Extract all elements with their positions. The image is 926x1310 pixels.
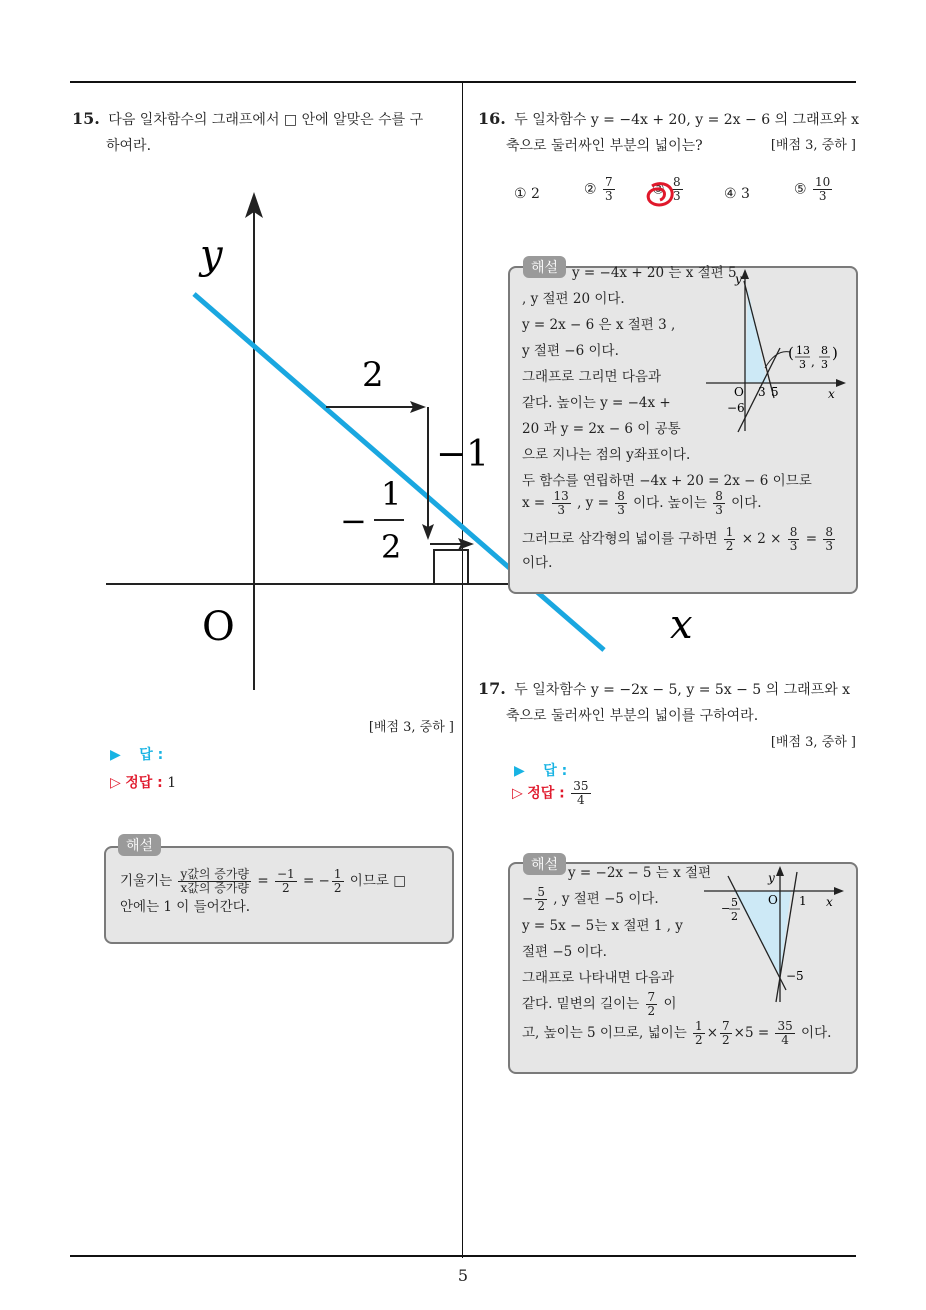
q15-origin-label: O <box>202 604 235 650</box>
correct-marker-icon: ▷ <box>512 785 523 802</box>
svg-text:3: 3 <box>821 358 828 371</box>
q17-text-line2: 축으로 둘러싸인 부분의 넓이를 구하여라. <box>506 708 759 724</box>
q17-solution-line7: 고, 높이는 5 이므로, 넓이는 $\frac{1}{2}$ × $\frac{7}{2}$ ×5 = $\frac{35}{4}$ 이다. <box>522 1019 832 1047</box>
q16-grade: [배점 3, 중하 ] <box>770 138 856 153</box>
q17-correct-row: ▷ 정답 : $\frac{35}{4}$ <box>512 779 589 807</box>
svg-text:−6: −6 <box>727 401 745 415</box>
q17-answer-label: 답 : <box>543 763 568 779</box>
q16-solution-line12: 이다. <box>522 555 553 571</box>
q16-choice-3[interactable]: ③ $\frac{8}{3}$ <box>652 175 681 203</box>
q15-text-line1: 다음 일차함수의 그래프에서 □ 안에 알맞은 수를 구 <box>108 112 424 128</box>
q15-correct-label: 정답 : <box>125 775 163 791</box>
q17-mini-graph <box>700 862 850 1012</box>
q15-correct-row <box>110 772 176 792</box>
q16-choice-4[interactable]: ④ 3 <box>724 186 750 202</box>
q15-answer-row <box>110 744 163 764</box>
q15-solution-text: 기울기는 $\frac{\text{y값의 증가량}}{\text{x값의 증가량}}$ = $\frac{-1}{2}$ = − $\frac{1}{2}$ 이므로 □ 안에는 1 이 들어간다. <box>120 867 406 915</box>
correct-marker-icon: ▷ <box>110 775 121 791</box>
svg-text:5: 5 <box>731 896 738 909</box>
q16-solution-line11: 그러므로 삼각형의 넓이를 구하면 $\frac{1}{2}$ × 2 × $\frac{8}{3}$ = $\frac{8}{3}$ <box>522 525 833 553</box>
q16-text-line1: 두 일차함수 y = −4x + 20, y = 2x − 6 의 그래프와 x <box>514 112 859 128</box>
q16-selected-circle-icon <box>644 180 678 210</box>
q16-choice-1[interactable]: ① 2 <box>514 186 540 202</box>
q16-number: 16. <box>478 109 506 128</box>
q17-correct-label: 정답 : <box>527 785 565 802</box>
q16-mini-graph <box>700 266 850 436</box>
svg-text:(: ( <box>788 344 794 362</box>
q15-half-den: 2 <box>381 528 402 566</box>
q15-y-label: y <box>200 232 223 278</box>
q17-grade: [배점 3, 중하 ] <box>770 735 856 750</box>
svg-text:x: x <box>826 895 833 909</box>
svg-text:O: O <box>768 893 778 907</box>
q15-run-label: 2 <box>362 355 384 395</box>
q15-half-num: 1 <box>381 475 402 513</box>
q16-solution-lines-top: y = −4x + 20 는 x 절편 5 , y 절편 20 이다. y = 2x − 6 은 x 절편 3 , y 절편 −6 이다. 그래프로 그리면 다음과 같다. 높이는 y = −4x + 20 과 y = 2x − 6 이 공통 으로 지나는 점의 y좌표이다. 두 함수를 연립하면 −4x + 20 = 2x − 6 이므로 <box>522 265 812 489</box>
svg-text:2: 2 <box>731 910 738 923</box>
svg-text:x: x <box>828 387 835 401</box>
svg-text:): ) <box>832 344 838 362</box>
svg-text:,: , <box>811 355 815 369</box>
svg-text:−5: −5 <box>786 969 804 983</box>
q17-text-line1: 두 일차함수 y = −2x − 5, y = 5x − 5 의 그래프와 x <box>514 682 851 698</box>
q17-stem <box>478 676 863 729</box>
q15-x-label: x <box>670 602 693 648</box>
q15-text-line2: 하여라. <box>106 138 152 154</box>
q16-solution-line10: x = $\frac{13}{3}$ , y = $\frac{8}{3}$ 이다. 높이는 $\frac{8}{3}$ 이다. <box>522 489 762 517</box>
q15-solution-tag: 해설 <box>118 834 161 856</box>
svg-text:8: 8 <box>821 344 828 357</box>
q16-choice-5[interactable]: ⑤ $\frac{10}{3}$ <box>794 175 831 203</box>
q17-answer-row <box>514 760 567 780</box>
q17-solution-lines: y = −2x − 5 는 x 절편 − $\frac{5}{2}$ , y 절편 −5 이다. y = 5x − 5는 x 절편 1 , y 절편 −5 이다. 그래프로 나타내면 다음과 같다. 밑변의 길이는 $\frac{7}{2}$ 이 <box>522 865 712 1018</box>
svg-text:3: 3 <box>758 385 766 399</box>
q15-neg-sign: − <box>340 502 367 540</box>
svg-text:13: 13 <box>796 344 810 357</box>
svg-text:1: 1 <box>799 894 807 908</box>
q16-choice-2[interactable]: ② $\frac{7}{3}$ <box>584 175 613 203</box>
page-number: 5 <box>457 1266 469 1285</box>
q15-correct-value: 1 <box>167 775 177 791</box>
q15-answer-label: 답 : <box>139 747 164 763</box>
svg-text:5: 5 <box>771 385 779 399</box>
svg-text:y: y <box>735 272 742 286</box>
q17-solution-tag: 해설 <box>523 853 566 875</box>
svg-text:3: 3 <box>799 358 806 371</box>
q15-answer-box <box>434 550 468 584</box>
svg-text:O: O <box>734 385 744 399</box>
q15-grade: [배점 3, 중하 ] <box>368 720 454 735</box>
svg-text:−: − <box>721 902 731 915</box>
q17-number: 17. <box>478 679 506 698</box>
q16-solution-tag: 해설 <box>523 256 566 278</box>
answer-marker-icon: ▶ <box>110 747 121 763</box>
svg-text:y: y <box>768 871 775 885</box>
answer-marker-icon: ▶ <box>514 763 525 779</box>
q16-text-line2: 축으로 둘러싸인 부분의 넓이는? <box>506 138 703 154</box>
q15-rise-label: −1 <box>436 434 490 475</box>
q15-number: 15. <box>72 109 100 128</box>
